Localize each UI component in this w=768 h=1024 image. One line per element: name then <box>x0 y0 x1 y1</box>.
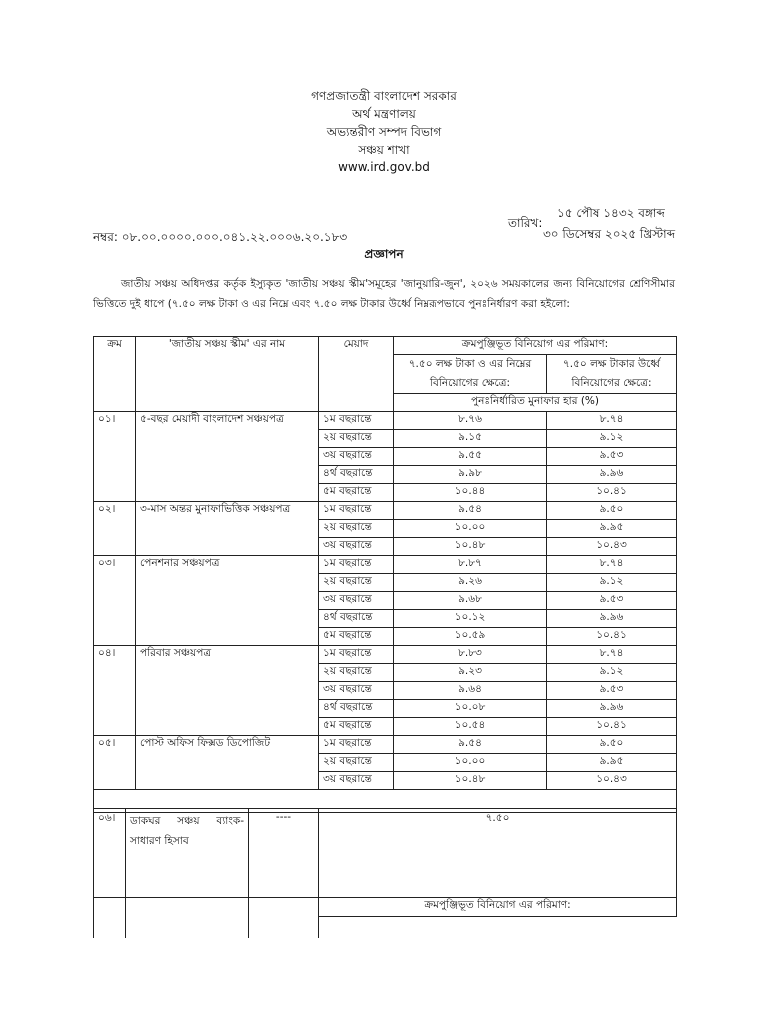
column-header-term: মেয়াদ <box>319 337 394 412</box>
rate-table-body <box>94 412 677 813</box>
serial-cell: ০৫। <box>94 736 136 790</box>
rate-above-cell: ৯.১২ <box>547 574 677 592</box>
rate-above-cell: ৮.৭৪ <box>547 412 677 430</box>
ministry-name: অর্থ মন্ত্রণালয় <box>352 107 416 121</box>
rate-above-cell: ৯.১২ <box>547 664 677 682</box>
term-cell: ২য় বছরান্তে <box>319 664 394 682</box>
scheme-name-cell <box>126 898 249 917</box>
column-header-investment: ক্রমপুঞ্জিভূত বিনিয়োগ এর পরিমাণ: <box>394 337 677 355</box>
rate-below-cell: ৯.২৬ <box>394 574 547 592</box>
rate-below-cell: ৮.৮৩ <box>394 646 547 664</box>
rate-above-cell: ৯.৫০ <box>547 736 677 754</box>
term-cell: ২য় বছরান্তে <box>319 574 394 592</box>
rate-above-cell: ৮.৭৪ <box>547 646 677 664</box>
rate-below-cell: ১০.০০ <box>394 754 547 772</box>
term-cell: ৫ম বছরান্তে <box>319 484 394 502</box>
empty-cell <box>319 916 677 938</box>
rate-above-cell: ৯.৫৩ <box>547 592 677 610</box>
rate-above-cell: ৯.৯৬ <box>547 466 677 484</box>
rate-below-cell: ৯.১৫ <box>394 430 547 448</box>
division-name: অভ্যন্তরীণ সম্পদ বিভাগ <box>326 125 442 139</box>
rate-below-cell: ১০.৫৯ <box>394 628 547 646</box>
term-cell: ৪র্থ বছরান্তে <box>319 610 394 628</box>
column-header-serial: ক্রম <box>94 337 136 412</box>
rate-above-cell: ৯.৯৬ <box>547 700 677 718</box>
serial-cell: ০১। <box>94 412 136 502</box>
column-header-above: ৭.৫০ লক্ষ টাকার উর্ধ্বে বিনিয়োগের ক্ষেত্রে: <box>547 355 677 394</box>
term-cell: ৫ম বছরান্তে <box>319 628 394 646</box>
scheme-name-cell: পোস্ট অফিস ফিক্সড ডিপোজিট <box>136 736 319 790</box>
table-row <box>94 809 677 898</box>
date-english: ৩০ ডিসেম্বর ২০২৫ খ্রিস্টাব্দ <box>543 227 676 241</box>
website-link[interactable]: www.ird.gov.bd <box>338 160 430 174</box>
rate-above-cell: ১০.৪৩ <box>547 772 677 790</box>
term-cell: ১ম বছরান্তে <box>319 412 394 430</box>
serial-cell <box>94 898 126 917</box>
gov-name: গণপ্রজাতন্ত্রী বাংলাদেশ সরকার <box>311 89 457 103</box>
page-title: প্রজ্ঞাপন <box>364 247 404 261</box>
serial-cell: ০৬। <box>94 809 126 898</box>
rate-below-cell: ১০.৪৮ <box>394 538 547 556</box>
rate-below-cell: ৯.৫৫ <box>394 448 547 466</box>
rate-below-cell: ৯.৫৪ <box>394 502 547 520</box>
term-cell: ১ম বছরান্তে <box>319 736 394 754</box>
term-cell <box>249 916 319 938</box>
term-cell: ৩য় বছরান্তে <box>319 772 394 790</box>
rate-below-cell: ১০.৪৮ <box>394 772 547 790</box>
scheme-name-cell <box>126 916 249 938</box>
rate-above-cell: ৯.৫৩ <box>547 682 677 700</box>
rate-above-cell: ৯.১২ <box>547 430 677 448</box>
rate-below-cell: ১০.৪৪ <box>394 484 547 502</box>
table-row <box>94 736 677 754</box>
rate-below-cell: ৯.৯৮ <box>394 466 547 484</box>
rate-below-cell: ১০.০০ <box>394 520 547 538</box>
date-bangla: ১৫ পৌষ ১৪৩২ বঙ্গাব্দ <box>557 206 665 220</box>
term-cell: ৫ম বছরান্তে <box>319 718 394 736</box>
scheme-name-cell: ডাকঘর সঞ্চয় ব্যাংক-সাধারণ হিসাব <box>126 809 249 898</box>
term-cell: ৩য় বছরান্তে <box>319 448 394 466</box>
rate-below-cell: ৮.৭৬ <box>394 412 547 430</box>
term-cell: ১ম বছরান্তে <box>319 556 394 574</box>
postal-savings-table <box>93 808 677 938</box>
term-cell: ১ম বছরান্তে <box>319 646 394 664</box>
rate-above-cell: ১০.৪৩ <box>547 538 677 556</box>
table-row <box>94 412 677 430</box>
term-cell: ৪র্থ বছরান্তে <box>319 466 394 484</box>
rate-below-cell: ১০.০৮ <box>394 700 547 718</box>
investment-header-cell: ক্রমপুঞ্জিভূত বিনিয়োগ এর পরিমাণ: <box>319 898 677 917</box>
scheme-name-cell: ৩-মাস অন্তর মুনাফাভিত্তিক সঞ্চয়পত্র <box>136 502 319 556</box>
term-cell: ৩য় বছরান্তে <box>319 538 394 556</box>
table-row <box>94 916 677 938</box>
term-cell: ৩য় বছরান্তে <box>319 592 394 610</box>
term-cell: ২য় বছরান্তে <box>319 430 394 448</box>
table-header-row <box>94 337 677 355</box>
memo-number: নম্বর: ০৮.০০.০০০০.০০০.০৪১.২২.০০০৬.২০.১৮৩ <box>93 230 348 244</box>
term-cell: ৪র্থ বছরান্তে <box>319 700 394 718</box>
table-row <box>94 556 677 574</box>
rate-below-cell: ৯.২৩ <box>394 664 547 682</box>
term-cell <box>249 898 319 917</box>
rate-below-cell: ৯.৫৪ <box>394 736 547 754</box>
rate-above-cell: ৯.৯৬ <box>547 610 677 628</box>
serial-cell <box>94 916 126 938</box>
scheme-name-cell: পেনশনার সঞ্চয়পত্র <box>136 556 319 646</box>
column-header-scheme: 'জাতীয় সঞ্চয় স্কীম' এর নাম <box>136 337 319 412</box>
rate-above-cell: ১০.৪১ <box>547 628 677 646</box>
table-row <box>94 502 677 520</box>
table-row <box>94 646 677 664</box>
term-cell: ২য় বছরান্তে <box>319 520 394 538</box>
rate-above-cell: ৯.৯৫ <box>547 520 677 538</box>
rate-above-cell: ৯.৫৩ <box>547 448 677 466</box>
rate-above-cell: ৯.৫০ <box>547 502 677 520</box>
term-cell: ১ম বছরান্তে <box>319 502 394 520</box>
term-cell: ২য় বছরান্তে <box>319 754 394 772</box>
table-row <box>94 898 677 917</box>
rate-below-cell: ৮.৮৭ <box>394 556 547 574</box>
scheme-name-cell: পরিবার সঞ্চয়পত্র <box>136 646 319 736</box>
serial-cell: ০৩। <box>94 556 136 646</box>
rate-above-cell: ১০.৪১ <box>547 718 677 736</box>
serial-cell: ০২। <box>94 502 136 556</box>
column-header-rate: পুনঃনির্ধারিত মুনাফার হার (%) <box>394 394 677 412</box>
rate-below-cell: ১০.৫৪ <box>394 718 547 736</box>
serial-cell: ০৪। <box>94 646 136 736</box>
column-header-below: ৭.৫০ লক্ষ টাকা ও এর নিম্নের বিনিয়োগের ক্ষেত্রে: <box>394 355 547 394</box>
term-cell: ---- <box>249 809 319 898</box>
scheme-name-cell: ৫-বছর মেয়াদী বাংলাদেশ সঞ্চয়পত্র <box>136 412 319 502</box>
rate-table <box>93 336 677 813</box>
rate-below-cell: ৯.৬৮ <box>394 592 547 610</box>
branch-name: সঞ্চয় শাখা <box>358 143 410 157</box>
rate-cell: ৭.৫০ <box>319 809 677 898</box>
rate-above-cell: ৯.৯৫ <box>547 754 677 772</box>
date-label: তারিখ: <box>508 216 543 230</box>
notice-body: জাতীয় সঞ্চয় অধিদপ্তর কর্তৃক ইস্যুকৃত 'জাতীয় সঞ্চয় স্কীম'সমূহের 'জানুয়ারি-জুন', ২০২৬ সময়কালের জন্য বিনিয়োগের শ্রেণিসীমার ভিত্তিতে দুই ধাপে (৭.৫০ লক্ষ টাকা ও এর নিম্নে এবং ৭.৫০ লক্ষ টাকার উর্ধ্বে নিম্নরূপভাবে পুনঃনির্ধারণ করা হইলো: <box>93 278 675 310</box>
rate-below-cell: ৯.৬৪ <box>394 682 547 700</box>
rate-above-cell: ৮.৭৪ <box>547 556 677 574</box>
term-cell: ৩য় বছরান্তে <box>319 682 394 700</box>
rate-above-cell: ১০.৪১ <box>547 484 677 502</box>
rate-below-cell: ১০.১২ <box>394 610 547 628</box>
